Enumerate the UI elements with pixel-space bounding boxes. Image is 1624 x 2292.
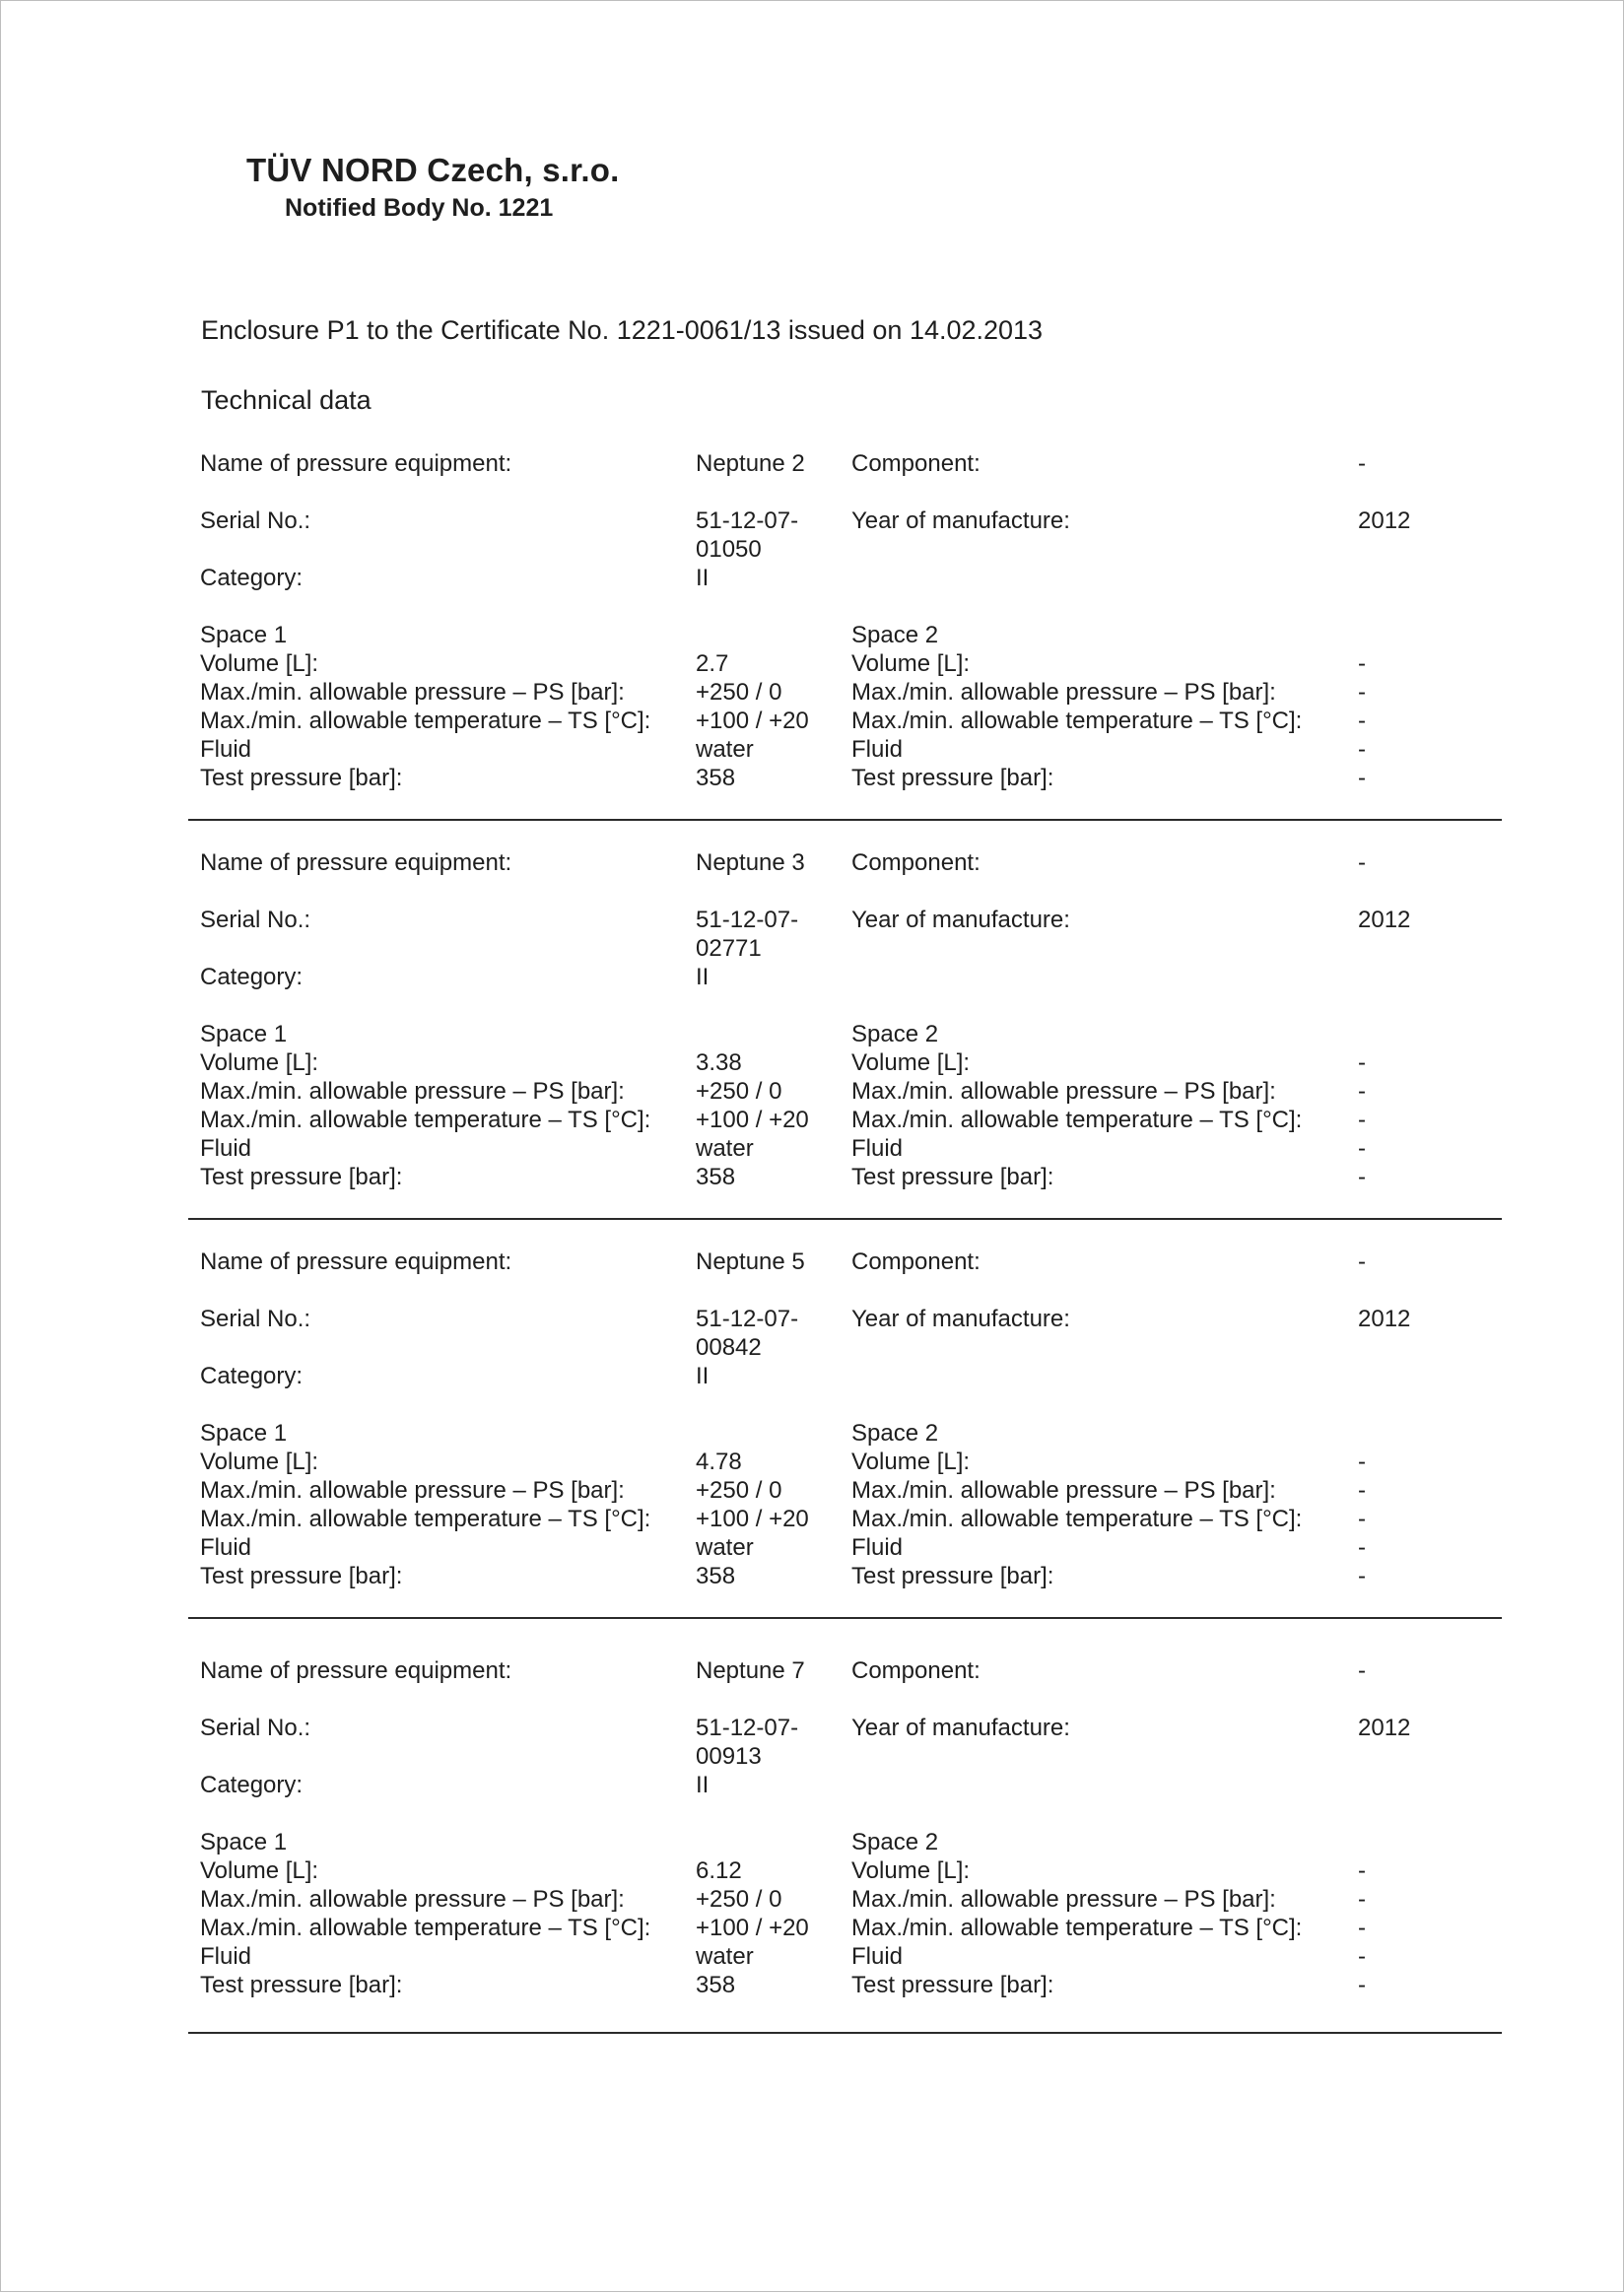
space2-temperature-value: - [1358, 1915, 1366, 1941]
space1-fluid-label: Fluid [200, 1135, 252, 1162]
space1-pressure-value: +250 / 0 [696, 1078, 782, 1105]
year-value: 2012 [1358, 907, 1411, 933]
year-value: 2012 [1358, 1306, 1411, 1332]
space2-temperature-value: - [1358, 1506, 1366, 1532]
space1-test-pressure-value: 358 [696, 765, 736, 791]
space1-heading: Space 1 [200, 622, 288, 648]
space2-temperature-label: Max./min. allowable temperature – TS [°C]: [851, 1107, 1303, 1133]
space1-pressure-value: +250 / 0 [696, 1886, 782, 1913]
space1-temperature-label: Max./min. allowable temperature – TS [°C]: [200, 1915, 651, 1941]
space1-temperature-value: +100 / +20 [696, 1506, 809, 1532]
space2-pressure-label: Max./min. allowable pressure – PS [bar]: [851, 1078, 1276, 1105]
space1-fluid-value: water [696, 1943, 754, 1970]
space1-temperature-value: +100 / +20 [696, 1915, 809, 1941]
space1-test-pressure-value: 358 [696, 1972, 736, 1998]
space2-temperature-label: Max./min. allowable temperature – TS [°C]: [851, 1506, 1303, 1532]
space2-heading: Space 2 [851, 1829, 939, 1855]
space1-heading: Space 1 [200, 1829, 288, 1855]
space2-volume-label: Volume [L]: [851, 1049, 971, 1076]
space1-test-pressure-label: Test pressure [bar]: [200, 765, 403, 791]
space2-test-pressure-value: - [1358, 765, 1366, 791]
space2-temperature-value: - [1358, 708, 1366, 734]
equipment-name: Neptune 7 [696, 1657, 805, 1684]
space1-volume-value: 4.78 [696, 1449, 742, 1475]
space1-volume-label: Volume [L]: [200, 650, 319, 677]
category-label: Category: [200, 964, 304, 990]
space2-volume-label: Volume [L]: [851, 1449, 971, 1475]
equipment-block-2 [0, 848, 1624, 1233]
space1-pressure-value: +250 / 0 [696, 1477, 782, 1504]
serial-value-line1: 51-12-07- [696, 1715, 799, 1741]
serial-label: Serial No.: [200, 907, 311, 933]
space1-fluid-label: Fluid [200, 736, 252, 763]
space2-volume-value: - [1358, 1049, 1366, 1076]
space1-temperature-label: Max./min. allowable temperature – TS [°C]: [200, 1506, 651, 1532]
category-value: II [696, 565, 710, 591]
space1-temperature-value: +100 / +20 [696, 708, 809, 734]
space1-test-pressure-label: Test pressure [bar]: [200, 1972, 403, 1998]
year-label: Year of manufacture: [851, 1715, 1070, 1741]
year-value: 2012 [1358, 1715, 1411, 1741]
category-label: Category: [200, 565, 304, 591]
space1-fluid-value: water [696, 1135, 754, 1162]
space2-heading: Space 2 [851, 1420, 939, 1447]
space2-fluid-label: Fluid [851, 1135, 904, 1162]
serial-label: Serial No.: [200, 1306, 311, 1332]
space1-heading: Space 1 [200, 1021, 288, 1047]
serial-label: Serial No.: [200, 1715, 311, 1741]
space1-temperature-label: Max./min. allowable temperature – TS [°C]: [200, 708, 651, 734]
category-value: II [696, 1363, 710, 1389]
component-value: - [1358, 1248, 1366, 1275]
serial-value-line2: 02771 [696, 935, 762, 962]
space2-pressure-value: - [1358, 1078, 1366, 1105]
org-name: TÜV NORD Czech, s.r.o. [246, 152, 620, 188]
equipment-name: Neptune 2 [696, 450, 805, 477]
space2-heading: Space 2 [851, 1021, 939, 1047]
space1-volume-label: Volume [L]: [200, 1049, 319, 1076]
space2-fluid-value: - [1358, 1135, 1366, 1162]
component-label: Component: [851, 849, 981, 876]
separator-line [188, 819, 1502, 821]
category-label: Category: [200, 1363, 304, 1389]
space1-temperature-label: Max./min. allowable temperature – TS [°C]: [200, 1107, 651, 1133]
component-value: - [1358, 849, 1366, 876]
space1-volume-label: Volume [L]: [200, 1857, 319, 1884]
year-label: Year of manufacture: [851, 507, 1070, 534]
space2-pressure-label: Max./min. allowable pressure – PS [bar]: [851, 1477, 1276, 1504]
equipment-block-1 [0, 449, 1624, 834]
space1-pressure-label: Max./min. allowable pressure – PS [bar]: [200, 1886, 625, 1913]
space2-temperature-label: Max./min. allowable temperature – TS [°C]: [851, 708, 1303, 734]
space1-test-pressure-value: 358 [696, 1164, 736, 1190]
space2-pressure-value: - [1358, 1477, 1366, 1504]
year-label: Year of manufacture: [851, 907, 1070, 933]
section-title: Technical data [201, 385, 372, 415]
space2-heading: Space 2 [851, 622, 939, 648]
component-label: Component: [851, 450, 981, 477]
space1-pressure-value: +250 / 0 [696, 679, 782, 706]
space2-pressure-label: Max./min. allowable pressure – PS [bar]: [851, 1886, 1276, 1913]
space2-fluid-label: Fluid [851, 1534, 904, 1561]
year-value: 2012 [1358, 507, 1411, 534]
space2-test-pressure-value: - [1358, 1164, 1366, 1190]
serial-value-line2: 01050 [696, 536, 762, 563]
serial-value-line2: 00913 [696, 1743, 762, 1770]
space2-volume-label: Volume [L]: [851, 1857, 971, 1884]
serial-value-line1: 51-12-07- [696, 507, 799, 534]
space1-volume-label: Volume [L]: [200, 1449, 319, 1475]
component-label: Component: [851, 1657, 981, 1684]
space2-fluid-value: - [1358, 1534, 1366, 1561]
space2-volume-label: Volume [L]: [851, 650, 971, 677]
space1-temperature-value: +100 / +20 [696, 1107, 809, 1133]
separator-line [188, 1218, 1502, 1220]
category-value: II [696, 964, 710, 990]
space2-fluid-value: - [1358, 736, 1366, 763]
space1-fluid-value: water [696, 1534, 754, 1561]
component-label: Component: [851, 1248, 981, 1275]
serial-value-line2: 00842 [696, 1334, 762, 1361]
name-label: Name of pressure equipment: [200, 1657, 512, 1684]
space2-pressure-value: - [1358, 1886, 1366, 1913]
name-label: Name of pressure equipment: [200, 849, 512, 876]
name-label: Name of pressure equipment: [200, 1248, 512, 1275]
space1-heading: Space 1 [200, 1420, 288, 1447]
space1-test-pressure-value: 358 [696, 1563, 736, 1589]
space2-fluid-label: Fluid [851, 1943, 904, 1970]
space2-test-pressure-label: Test pressure [bar]: [851, 1563, 1054, 1589]
space2-test-pressure-label: Test pressure [bar]: [851, 1164, 1054, 1190]
space1-fluid-label: Fluid [200, 1943, 252, 1970]
space2-fluid-label: Fluid [851, 736, 904, 763]
space1-pressure-label: Max./min. allowable pressure – PS [bar]: [200, 679, 625, 706]
space1-pressure-label: Max./min. allowable pressure – PS [bar]: [200, 1078, 625, 1105]
equipment-block-4 [0, 1656, 1624, 2041]
enclosure-title: Enclosure P1 to the Certificate No. 1221-0061/13 issued on 14.02.2013 [201, 315, 1044, 345]
year-label: Year of manufacture: [851, 1306, 1070, 1332]
space2-volume-value: - [1358, 1857, 1366, 1884]
space2-volume-value: - [1358, 650, 1366, 677]
serial-value-line1: 51-12-07- [696, 907, 799, 933]
equipment-block-3 [0, 1247, 1624, 1632]
serial-value-line1: 51-12-07- [696, 1306, 799, 1332]
space1-test-pressure-label: Test pressure [bar]: [200, 1164, 403, 1190]
separator-line [188, 2032, 1502, 2034]
space1-volume-value: 2.7 [696, 650, 729, 677]
space1-pressure-label: Max./min. allowable pressure – PS [bar]: [200, 1477, 625, 1504]
space2-test-pressure-value: - [1358, 1972, 1366, 1998]
space1-fluid-value: water [696, 736, 754, 763]
separator-line [188, 1617, 1502, 1619]
component-value: - [1358, 1657, 1366, 1684]
category-label: Category: [200, 1772, 304, 1798]
space2-test-pressure-label: Test pressure [bar]: [851, 765, 1054, 791]
space2-test-pressure-label: Test pressure [bar]: [851, 1972, 1054, 1998]
serial-label: Serial No.: [200, 507, 311, 534]
equipment-name: Neptune 5 [696, 1248, 805, 1275]
space1-volume-value: 6.12 [696, 1857, 742, 1884]
component-value: - [1358, 450, 1366, 477]
notified-body-number: Notified Body No. 1221 [285, 194, 554, 222]
equipment-name: Neptune 3 [696, 849, 805, 876]
space2-temperature-value: - [1358, 1107, 1366, 1133]
space2-pressure-value: - [1358, 679, 1366, 706]
space1-volume-value: 3.38 [696, 1049, 742, 1076]
space2-fluid-value: - [1358, 1943, 1366, 1970]
category-value: II [696, 1772, 710, 1798]
space2-volume-value: - [1358, 1449, 1366, 1475]
space2-temperature-label: Max./min. allowable temperature – TS [°C]: [851, 1915, 1303, 1941]
name-label: Name of pressure equipment: [200, 450, 512, 477]
space1-test-pressure-label: Test pressure [bar]: [200, 1563, 403, 1589]
space2-pressure-label: Max./min. allowable pressure – PS [bar]: [851, 679, 1276, 706]
space1-fluid-label: Fluid [200, 1534, 252, 1561]
space2-test-pressure-value: - [1358, 1563, 1366, 1589]
